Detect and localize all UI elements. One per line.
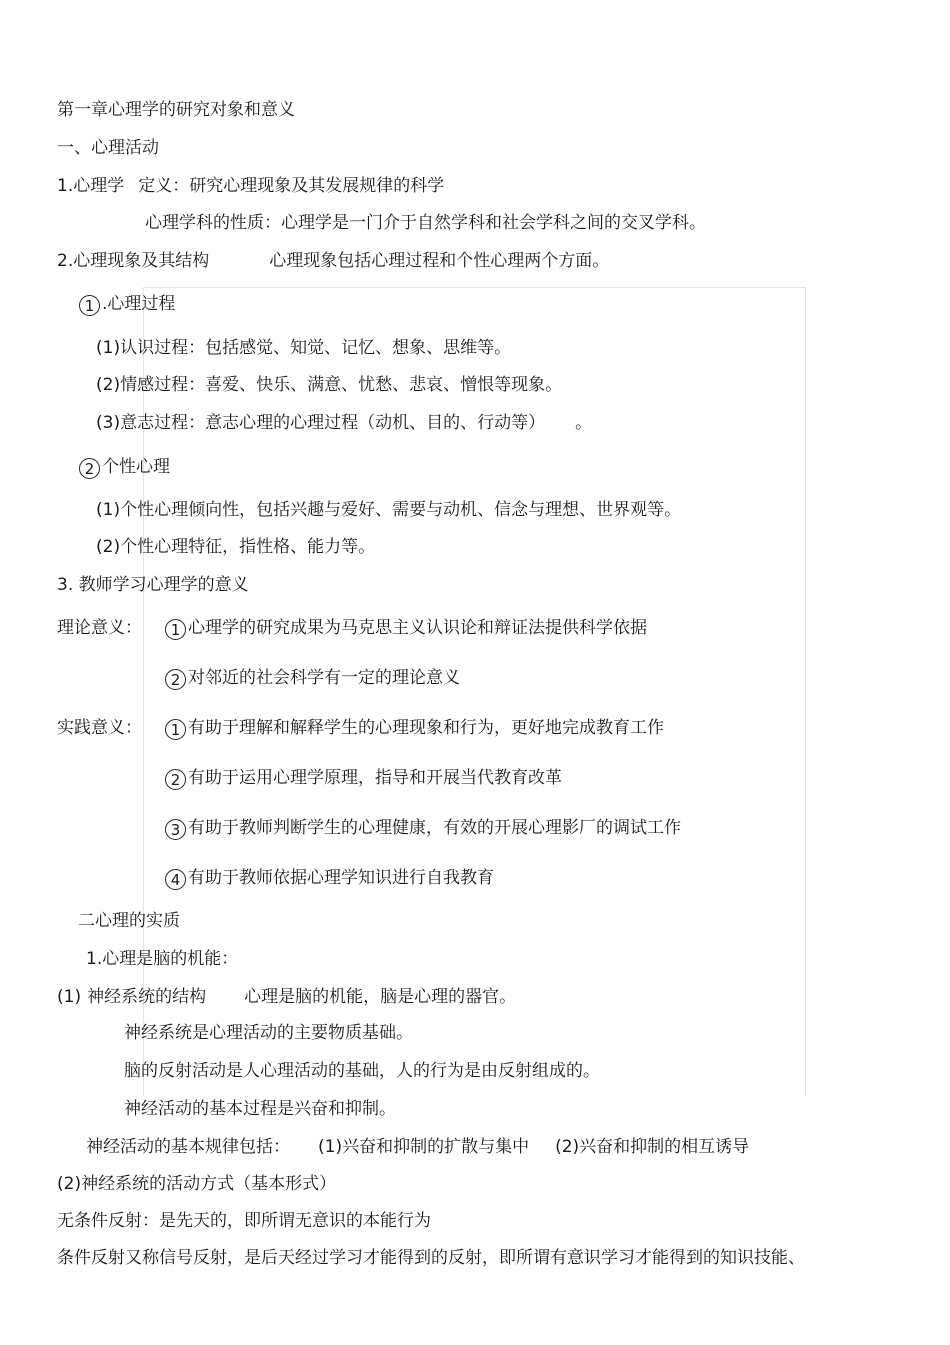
practice-item xyxy=(165,817,681,840)
circled-number-icon: 4 xyxy=(165,869,186,890)
personality-heading xyxy=(79,456,170,479)
practice-label: 实践意义： xyxy=(57,718,142,738)
psych-process-heading xyxy=(79,293,175,316)
volitional-process-end: 。 xyxy=(575,413,593,433)
theory-item xyxy=(165,617,647,640)
nervous-structure-text: 心理是脑的机能，脑是心理的器官。 xyxy=(244,987,517,1007)
section-2-item-1: 1.心理是脑的机能： xyxy=(86,949,239,969)
nervous-activity-heading: (2)神经系统的活动方式（基本形式） xyxy=(57,1174,337,1194)
section-2-heading: 二心理的实质 xyxy=(78,911,180,931)
emotional-process: (2)情感过程：喜爱、快乐、满意、忧愁、悲哀、憎恨等现象。 xyxy=(96,375,563,395)
item-1-nature: 心理学科的性质：心理学是一门介于自然学科和社会学科之间的交叉学科。 xyxy=(145,213,706,233)
practice-item xyxy=(165,767,562,790)
circled-number-icon: 2 xyxy=(165,669,186,690)
nervous-process: 神经活动的基本过程是兴奋和抑制。 xyxy=(124,1099,396,1119)
nervous-structure-line xyxy=(57,986,516,1008)
item-2-label: 2.心理现象及其结构 xyxy=(57,251,210,271)
theory-item-text: 对邻近的社会科学有一定的理论意义 xyxy=(188,668,460,688)
item-2-text: 心理现象包括心理过程和个性心理两个方面。 xyxy=(269,251,610,271)
nervous-structure-label: (1) xyxy=(57,987,82,1007)
page-frame-border xyxy=(143,287,806,1096)
item-1-definition: 定义：研究心理现象及其发展规律的科学 xyxy=(138,176,445,196)
nervous-structure-title: 神经系统的结构 xyxy=(87,987,207,1007)
practice-item-text: 有助于理解和解释学生的心理现象和行为，更好地完成教育工作 xyxy=(188,718,664,738)
nervous-rules-line xyxy=(86,1136,749,1158)
item-1-label: 1.心理学 xyxy=(57,176,125,196)
theory-item xyxy=(165,667,460,690)
psych-process-title: .心理过程 xyxy=(102,294,176,314)
circled-number-icon: 3 xyxy=(165,819,186,840)
theory-label: 理论意义： xyxy=(57,618,142,638)
section-1-heading: 一、心理活动 xyxy=(57,138,159,158)
circled-number-icon: 1 xyxy=(165,719,186,740)
circled-number-icon: 1 xyxy=(79,295,100,316)
nervous-rules-label: 神经活动的基本规律包括： xyxy=(86,1137,290,1157)
volitional-process-line xyxy=(96,412,592,434)
nervous-rule-1: (1)兴奋和抑制的扩散与集中 xyxy=(318,1137,530,1157)
circled-number-icon: 2 xyxy=(79,458,100,479)
theory-item-text: 心理学的研究成果为马克思主义认识论和辩证法提供科学依据 xyxy=(188,618,647,638)
chapter-title: 第一章心理学的研究对象和意义 xyxy=(57,100,295,120)
nervous-rule-2: (2)兴奋和抑制的相互诱导 xyxy=(555,1137,750,1157)
item-3-heading: 3. 教师学习心理学的意义 xyxy=(57,575,249,595)
personality-title: 个性心理 xyxy=(102,457,170,477)
practice-item xyxy=(165,867,494,890)
personality-tendency: (1)个性心理倾向性，包括兴趣与爱好、需要与动机、信念与理想、世界观等。 xyxy=(96,500,682,520)
circled-number-icon: 1 xyxy=(165,619,186,640)
reflex-basis: 脑的反射活动是人心理活动的基础，人的行为是由反射组成的。 xyxy=(124,1061,600,1081)
item-1-line xyxy=(57,175,444,197)
volitional-process: (3)意志过程：意志心理的心理过程（动机、目的、行动等） xyxy=(96,413,546,433)
conditioned-reflex: 条件反射又称信号反射，是后天经过学习才能得到的反射，即所谓有意识学习才能得到的知识技能、 xyxy=(57,1248,805,1268)
nervous-basis: 神经系统是心理活动的主要物质基础。 xyxy=(124,1023,413,1043)
personality-traits: (2)个性心理特征，指性格、能力等。 xyxy=(96,537,376,557)
item-2-line xyxy=(57,250,609,272)
cognitive-process: (1)认识过程：包括感觉、知觉、记忆、想象、思维等。 xyxy=(96,338,512,358)
practice-item-text: 有助于运用心理学原理，指导和开展当代教育改革 xyxy=(188,768,562,788)
circled-number-icon: 2 xyxy=(165,769,186,790)
practice-item-text: 有助于教师依据心理学知识进行自我教育 xyxy=(188,868,494,888)
practice-item-text: 有助于教师判断学生的心理健康，有效的开展心理影厂的调试工作 xyxy=(188,818,681,838)
practice-item xyxy=(165,717,664,740)
unconditioned-reflex: 无条件反射：是先天的，即所谓无意识的本能行为 xyxy=(57,1211,431,1231)
